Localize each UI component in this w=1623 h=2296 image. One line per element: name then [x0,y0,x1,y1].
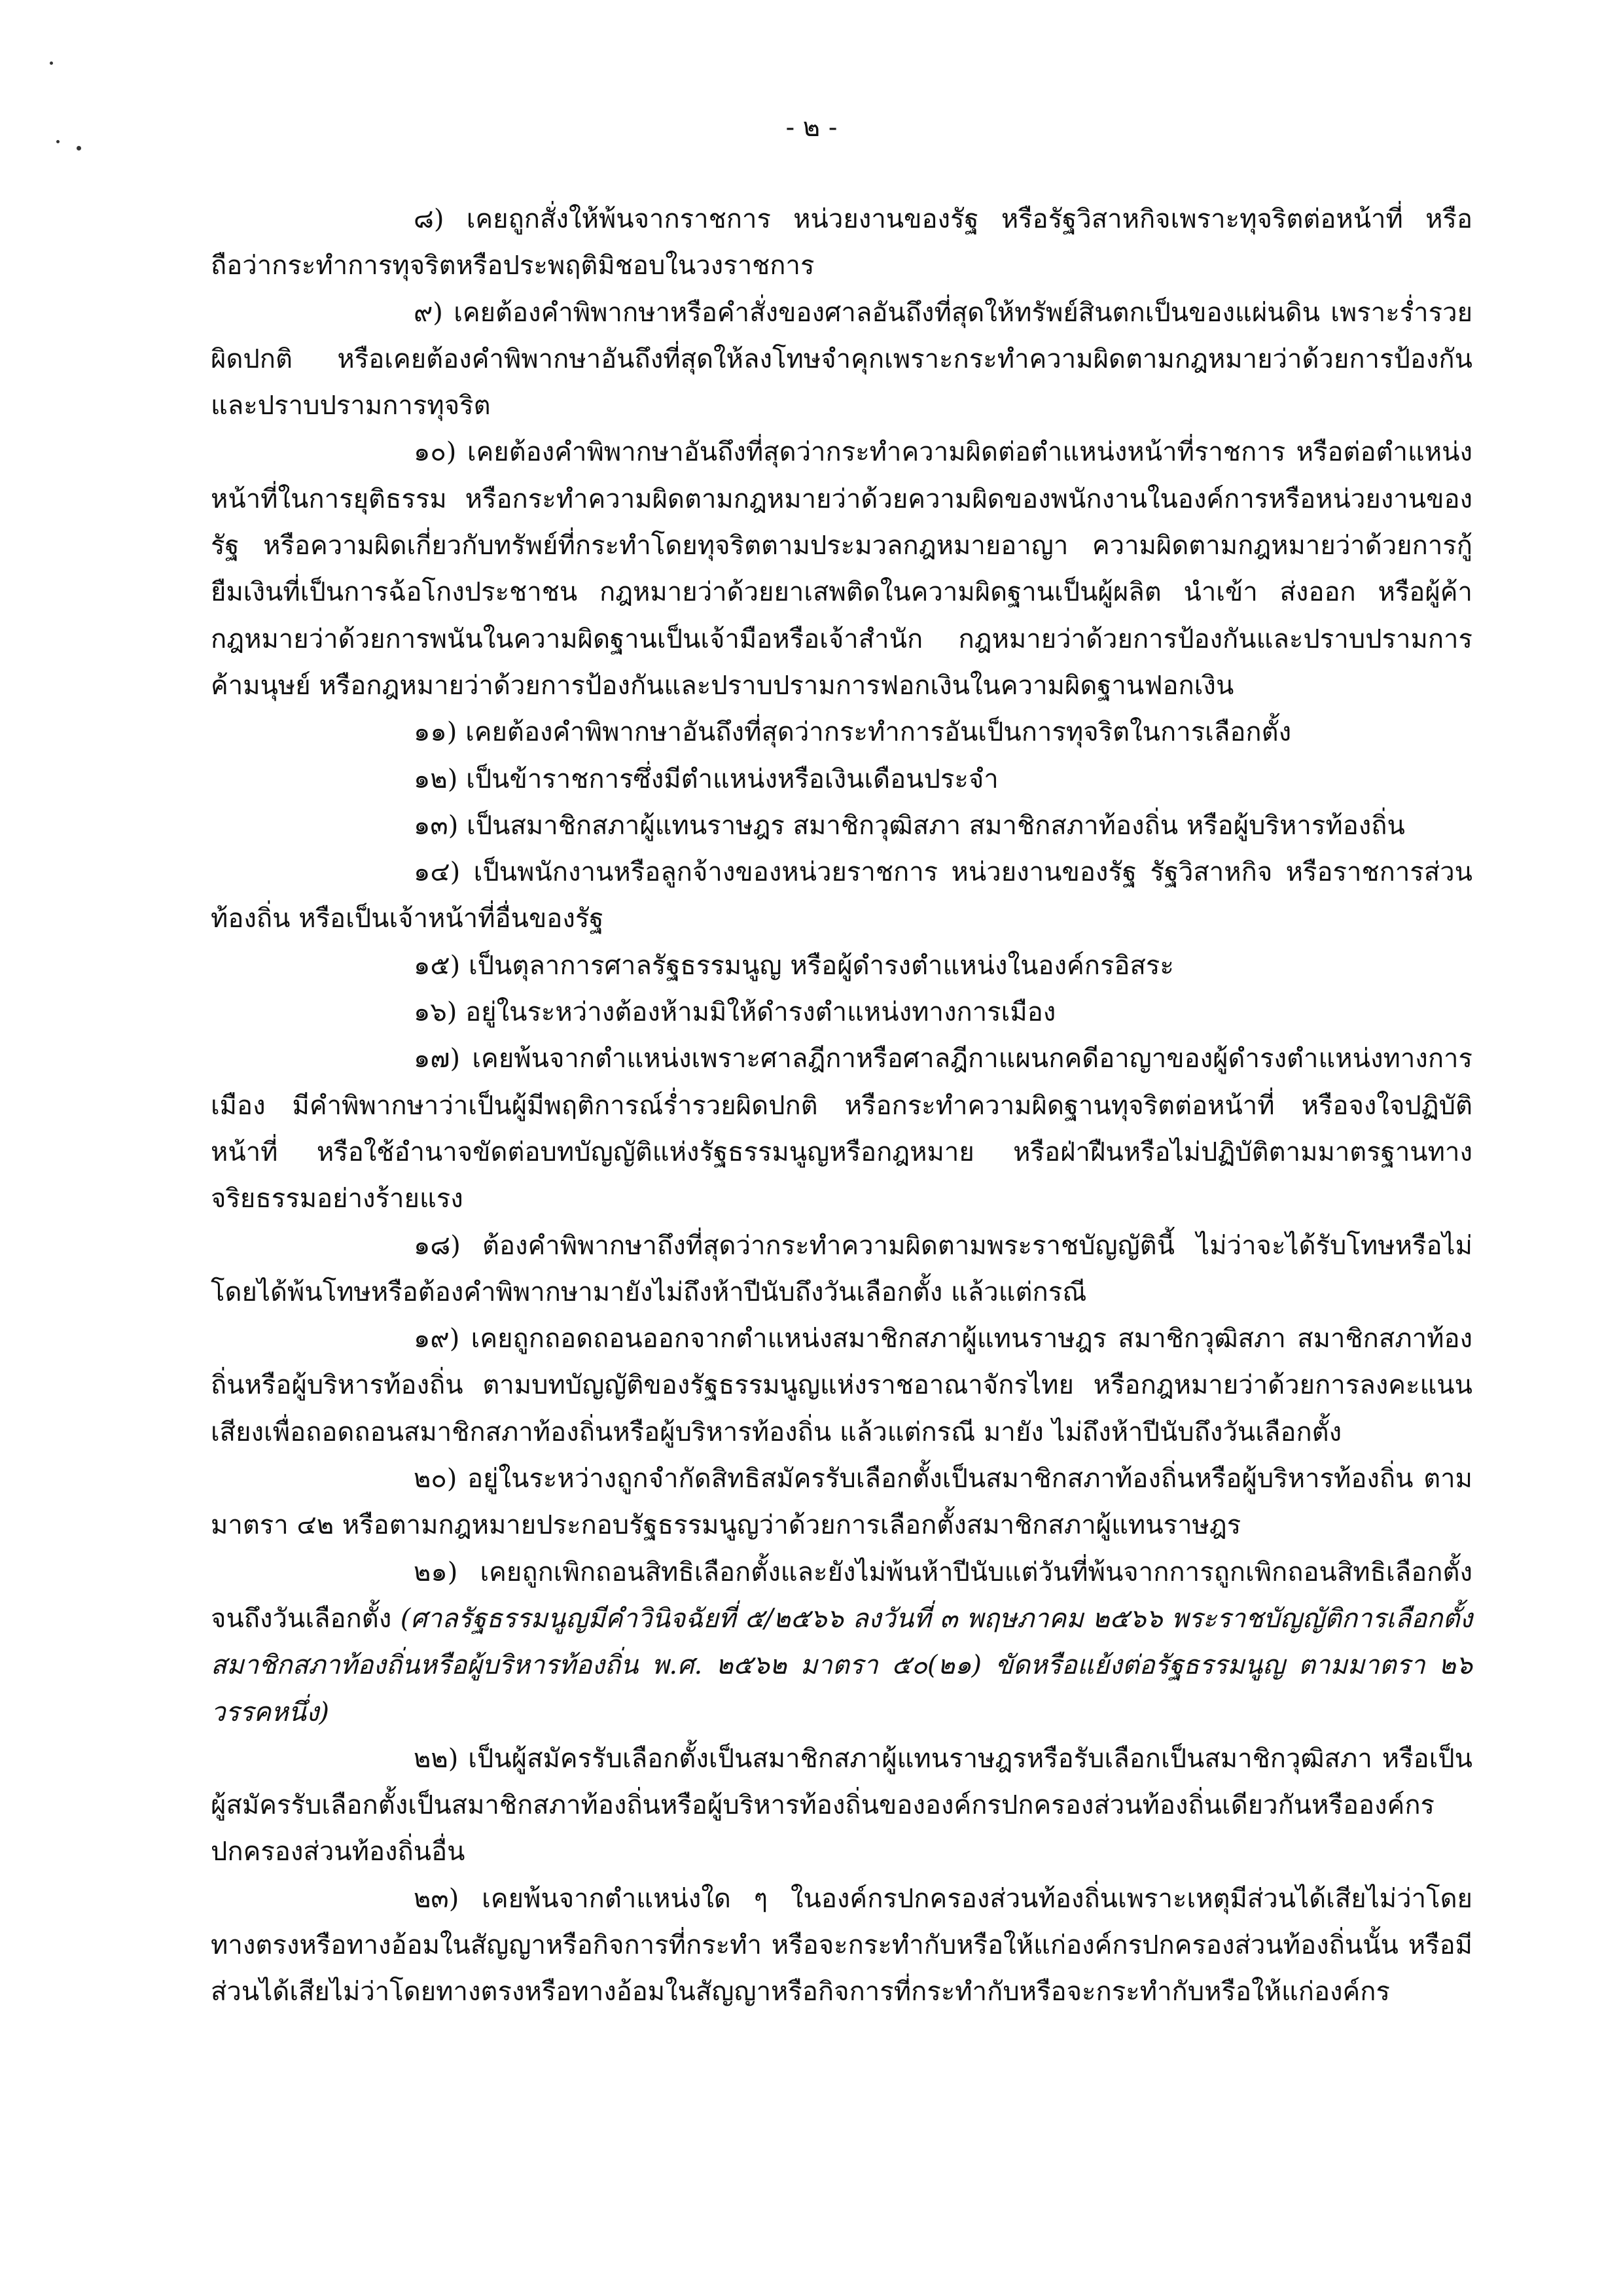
clause-text: ๒๐) อยู่ในระหว่างถูกจำกัดสิทธิสมัครรับเลือกตั้งเป็นสมาชิกสภาท้องถิ่นหรือผู้บริหารท้องถิ่น ตามมาตรา ๔๒ หรือตามกฎหมายประกอบรัฐธรรมนูญว่าด้วยการเลือกตั้งสมาชิกสภาผู้แทนราษฎร [211,1464,1472,1541]
clause-text: ๑๔) เป็นพนักงานหรือลูกจ้างของหน่วยราชการ หน่วยงานของรัฐ รัฐวิสาหกิจ หรือราชการส่วนท้องถิ่น หรือเป็นเจ้าหน้าที่อื่นของรัฐ [211,857,1472,934]
clause-item [211,196,1472,290]
clause-item [211,1876,1472,2016]
clause-text: ๑๐) เคยต้องคำพิพากษาอันถึงที่สุดว่ากระทำความผิดต่อตำแหน่งหน้าที่ราชการ หรือต่อตำแหน่งหน้าที่ในการยุติธรรม หรือกระทำความผิดตามกฎหมายว่าด้วยความผิดของพนักงานในองค์การหรือหน่วยงานของรัฐ หรือความผิดเกี่ยวกับทรัพย์ที่กระทำโดยทุจริตตามประมวลกฎหมายอาญา ความผิดตามกฎหมายว่าด้วยการกู้ยืมเงินที่เป็นการฉ้อโกงประชาชน กฎหมายว่าด้วยยาเสพติดในความผิดฐานเป็นผู้ผลิต นำเข้า ส่งออก หรือผู้ค้า กฎหมายว่าด้วยการพนันในความผิดฐานเป็นเจ้ามือหรือเจ้าสำนัก กฎหมายว่าด้วยการป้องกันและปราบปรามการค้ามนุษย์ หรือกฎหมายว่าด้วยการป้องกันและปราบปรามการฟอกเงินในความผิดฐานฟอกเงิน [211,437,1472,701]
clause-text: ๑๒) เป็นข้าราชการซึ่งมีตำแหน่งหรือเงินเดือนประจำ [414,764,999,794]
clause-text: ๒๒) เป็นผู้สมัครรับเลือกตั้งเป็นสมาชิกสภาผู้แทนราษฎรหรือรับเลือกเป็นสมาชิกวุฒิสภา หรือเป็นผู้สมัครรับเลือกตั้งเป็นสมาชิกสภาท้องถิ่นหรือผู้บริหารท้องถิ่นขององค์กรปกครองส่วนท้องถิ่นเดียวกันหรือองค์กรปกครองส่วนท้องถิ่นอื่น [211,1743,1472,1867]
clause-item [211,1736,1472,1876]
clause-item [211,849,1472,943]
clause-text: ๒๑) เคยถูกเพิกถอนสิทธิเลือกตั้งและยังไม่พ้นห้าปีนับแต่วันที่พ้นจากการถูกเพิกถอนสิทธิเลือกตั้ง จนถึงวันเลือกตั้ง [211,1557,1472,1634]
clause-item [211,803,1472,849]
clause-note: (ศาลรัฐธรรมนูญมีคำวินิจฉัยที่ ๕/๒๕๖๖ ลงวันที่ ๓ พฤษภาคม ๒๕๖๖ พระราชบัญญัติการเลือกตั้งสมาชิกสภาท้องถิ่นหรือผู้บริหารท้องถิ่น พ.ศ. ๒๕๖๒ มาตรา ๕๐(๒๑) ขัดหรือแย้งต่อรัฐธรรมนูญ ตามมาตรา ๒๖ วรรคหนึ่ง) [211,1603,1473,1727]
clause-item [211,756,1472,803]
clause-item [211,1223,1472,1316]
scan-speck [77,146,81,150]
scan-speck [50,62,53,65]
clause-item [211,1549,1472,1736]
clause-text: ๑๙) เคยถูกถอดถอนออกจากตำแหน่งสมาชิกสภาผู้แทนราษฎร สมาชิกวุฒิสภา สมาชิกสภาท้องถิ่นหรือผู้บริหารท้องถิ่น ตามบทบัญญัติของรัฐธรรมนูญแห่งราชอาณาจักรไทย หรือกฎหมายว่าด้วยการลงคะแนนเสียงเพื่อถอดถอนสมาชิกสภาท้องถิ่นหรือผู้บริหารท้องถิ่น แล้วแต่กรณี มายัง ไม่ถึงห้าปีนับถึงวันเลือกตั้ง [211,1324,1472,1447]
clause-item [211,943,1472,989]
clause-item [211,290,1472,430]
clause-text: ๙) เคยต้องคำพิพากษาหรือคำสั่งของศาลอันถึงที่สุดให้ทรัพย์สินตกเป็นของแผ่นดิน เพราะร่ำรวยผิดปกติ หรือเคยต้องคำพิพากษาอันถึงที่สุดให้ลงโทษจำคุกเพราะกระทำความผิดตามกฎหมายว่าด้วยการป้องกันและปราบปรามการทุจริต [211,297,1472,421]
clause-text: ๑๑) เคยต้องคำพิพากษาอันถึงที่สุดว่ากระทำการอันเป็นการทุจริตในการเลือกตั้ง [414,717,1292,748]
clause-text: ๑๓) เป็นสมาชิกสภาผู้แทนราษฎร สมาชิกวุฒิสภา สมาชิกสภาท้องถิ่น หรือผู้บริหารท้องถิ่น [414,810,1405,841]
clause-text: ๑๖) อยู่ในระหว่างต้องห้ามมิให้ดำรงตำแหน่งทางการเมือง [414,997,1056,1028]
clause-text: ๑๘) ต้องคำพิพากษาถึงที่สุดว่ากระทำความผิดตามพระราชบัญญัตินี้ ไม่ว่าจะได้รับโทษหรือไม่ โดยได้พ้นโทษหรือต้องคำพิพากษามายังไม่ถึงห้าปีนับถึงวันเลือกตั้ง แล้วแต่กรณี [211,1230,1472,1307]
clause-text: ๘) เคยถูกสั่งให้พ้นจากราชการ หน่วยงานของรัฐ หรือรัฐวิสาหกิจเพราะทุจริตต่อหน้าที่ หรือถือว่ากระทำการทุจริตหรือประพฤติมิชอบในวงราชการ [211,204,1472,281]
clause-item [211,1456,1472,1549]
clause-item [211,1036,1472,1222]
clause-item [211,429,1472,709]
clause-text: ๑๕) เป็นตุลาการศาลรัฐธรรมนูญ หรือผู้ดำรงตำแหน่งในองค์กรอิสระ [414,950,1174,981]
clause-item [211,1316,1472,1456]
page-number: - ๒ - [785,113,838,143]
clause-item [211,989,1472,1036]
document-body [211,196,1472,2016]
clause-item [211,709,1472,756]
clause-text: ๒๓) เคยพ้นจากตำแหน่งใด ๆ ในองค์กรปกครองส่วนท้องถิ่นเพราะเหตุมีส่วนได้เสียไม่ว่าโดยทางตรงหรือทางอ้อมในสัญญาหรือกิจการที่กระทำ หรือจะกระทำกับหรือให้แก่องค์กรปกครองส่วนท้องถิ่นนั้น หรือมีส่วนได้เสียไม่ว่าโดยทางตรงหรือทางอ้อมในสัญญาหรือกิจการที่กระทำกับหรือจะกระทำกับหรือให้แก่องค์กร [211,1883,1472,2007]
clause-text: ๑๗) เคยพ้นจากตำแหน่งเพราะศาลฎีกาหรือศาลฎีกาแผนกคดีอาญาของผู้ดำรงตำแหน่งทางการเมือง มีคำพิพากษาว่าเป็นผู้มีพฤติการณ์ร่ำรวยผิดปกติ หรือกระทำความผิดฐานทุจริตต่อหน้าที่ หรือจงใจปฏิบัติหน้าที่ หรือใช้อำนาจขัดต่อบทบัญญัติแห่งรัฐธรรมนูญหรือกฎหมาย หรือฝ่าฝืนหรือไม่ปฏิบัติตามมาตรฐานทางจริยธรรมอย่างร้ายแรง [211,1044,1472,1214]
